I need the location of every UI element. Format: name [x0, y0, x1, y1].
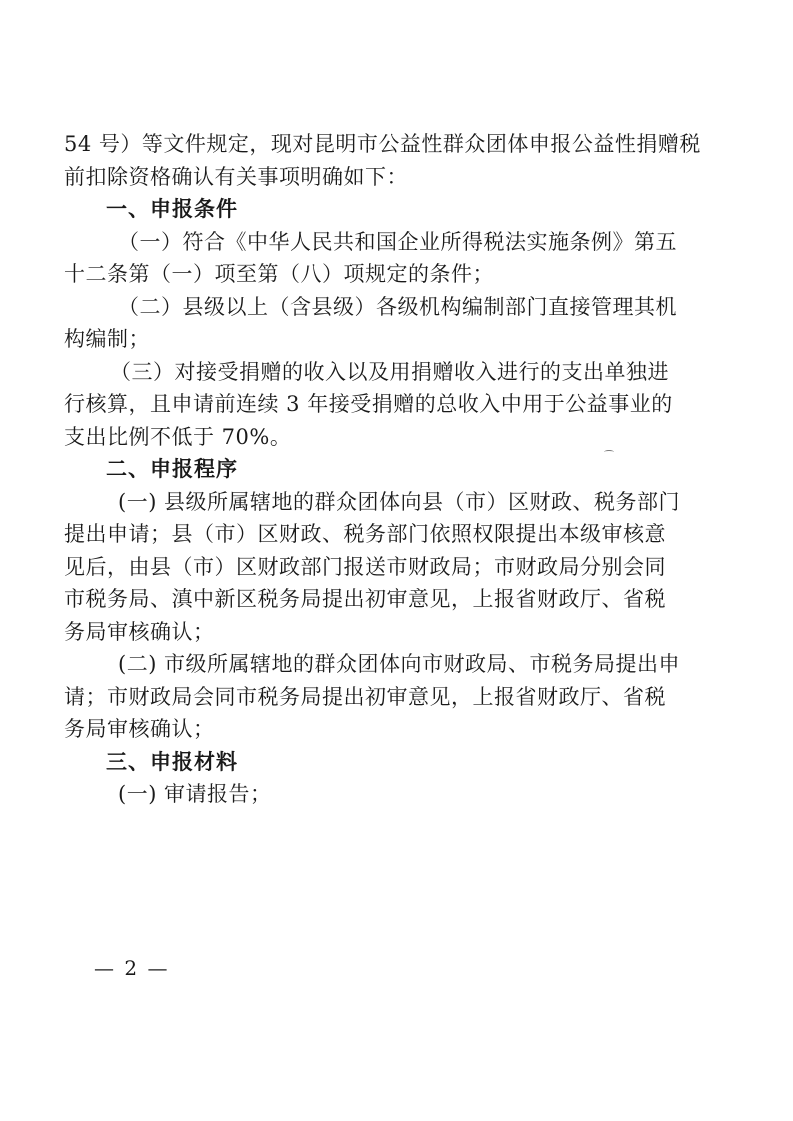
body-line: (二) 市级所属辖地的群众团体向市财政局、市税务局提出申	[118, 652, 681, 676]
body-line: 市税务局、滇中新区税务局提出初审意见，上报省财政厅、省税	[64, 587, 666, 611]
body-line: 54 号）等文件规定，现对昆明市公益性群众团体申报公益性捐赠税	[64, 132, 701, 156]
section-heading-materials: 三、申报材料	[106, 749, 238, 774]
scan-mark	[604, 450, 614, 454]
body-line: 行核算，且申请前连续 3 年接受捐赠的总收入中用于公益事业的	[64, 392, 673, 416]
body-line: 见后，由县（市）区财政部门报送市财政局；市财政局分别会同	[64, 554, 666, 579]
body-line: 十二条第（一）项至第（八）项规定的条件；	[64, 262, 494, 286]
section-heading-procedure: 二、申报程序	[106, 457, 238, 481]
body-line: 务局审核确认；	[64, 717, 215, 741]
section-heading-conditions: 一、申报条件	[106, 197, 238, 221]
body-line: 构编制；	[64, 327, 150, 351]
body-line: 务局审核确认；	[64, 619, 215, 644]
body-line: (一) 县级所属辖地的群众团体向县（市）区财政、税务部门	[118, 489, 681, 514]
body-line: 提出申请；县（市）区财政、税务部门依照权限提出本级审核意	[64, 522, 666, 546]
body-line: (一) 审请报告；	[118, 782, 272, 806]
body-line: 前扣除资格确认有关事项明确如下：	[64, 164, 408, 189]
document-body	[64, 128, 701, 811]
body-line: 请；市财政局会同市税务局提出初审意见，上报省财政厅、省税	[64, 684, 666, 709]
body-line: （一）符合《中华人民共和国企业所得税法实施条例》第五	[118, 229, 677, 254]
page-number: — 2 —	[94, 956, 170, 980]
body-line: （三）对接受捐赠的收入以及用捐赠收入进行的支出单独进	[110, 359, 669, 384]
body-line: （二）县级以上（含县级）各级机构编制部门直接管理其机	[118, 294, 677, 319]
body-line: 支出比例不低于 70%。	[64, 424, 292, 449]
